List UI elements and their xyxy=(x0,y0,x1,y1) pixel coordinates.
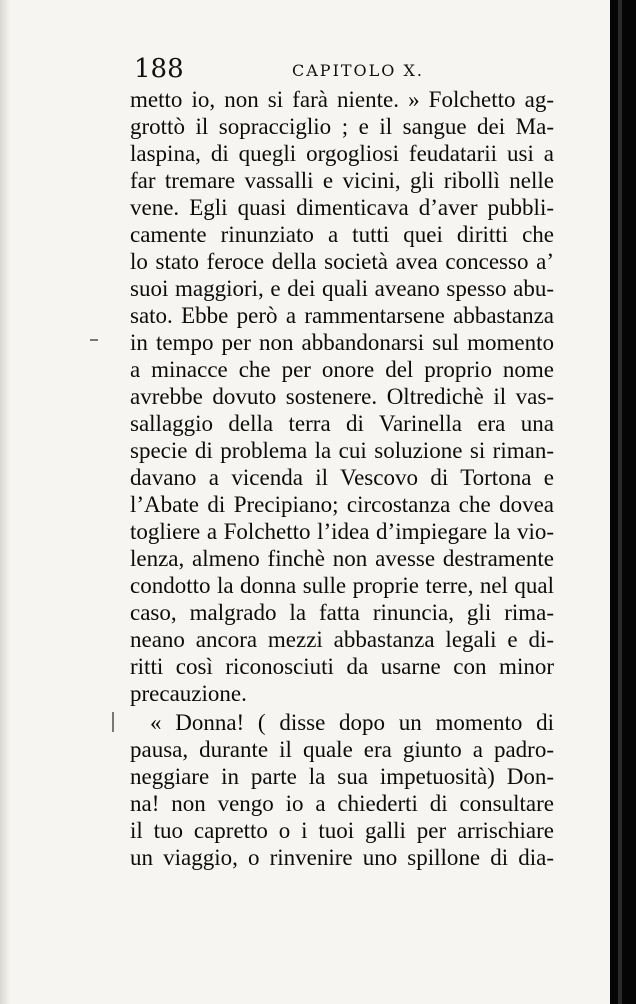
text-line: na! non vengo io a chiederti di consultare xyxy=(130,791,554,816)
page-gutter-shadow xyxy=(0,0,10,1004)
text-line: l’Abate di Precipiano; circostanza che dovea xyxy=(130,492,554,517)
text-line: metto io, non si farà niente. » Folchetto ag- xyxy=(130,87,554,112)
text-line: neggiare in parte la sua impetuosità) Don- xyxy=(130,764,554,789)
text-line: lo stato feroce della società avea concesso a’ xyxy=(130,249,554,274)
scan-edge-line xyxy=(618,0,622,1004)
text-line: vene. Egli quasi dimenticava d’aver pubbli- xyxy=(130,195,554,220)
text-line: togliere a Folchetto l’idea d’impiegare la vio- xyxy=(130,519,554,544)
body-text xyxy=(130,86,554,871)
text-line: « Donna! ( disse dopo un momento di xyxy=(150,710,554,735)
text-line: caso, malgrado la fatta rinuncia, gli rima- xyxy=(130,600,554,625)
text-line: far tremare vassalli e vicini, gli ribollì nelle xyxy=(130,168,554,193)
text-line: lenza, almeno finchè non avesse destramente xyxy=(130,546,554,571)
text-line: sato. Ebbe però a rammentarsene abbastanza xyxy=(130,303,554,328)
text-line: avrebbe dovuto sostenere. Oltredichè il vas- xyxy=(130,384,554,409)
paragraph xyxy=(130,709,554,871)
text-line: laspina, di quegli orgogliosi feudatarii usi a xyxy=(130,141,554,166)
text-line: il tuo capretto o i tuoi galli per arrischiare xyxy=(130,818,554,843)
chapter-title: CAPITOLO X. xyxy=(292,61,424,80)
text-line: a minacce che per onore del proprio nome xyxy=(130,357,554,382)
text-line: grottò il sopracciglio ; e il sangue dei Ma- xyxy=(130,114,554,139)
running-header xyxy=(132,52,562,86)
text-line: in tempo per non abbandonarsi sul momento xyxy=(130,330,554,355)
text-line: camente rinunziato a tutti quei diritti che xyxy=(130,222,554,247)
text-line: condotto la donna sulle proprie terre, nel qual xyxy=(130,573,554,598)
text-line: suoi maggiori, e dei quali aveano spesso abu- xyxy=(130,276,554,301)
text-line: ritti così riconosciuti da usarne con minor xyxy=(130,654,554,679)
page-number: 188 xyxy=(134,54,184,84)
margin-mark xyxy=(112,712,114,732)
text-line: neano ancora mezzi abbastanza legali e di- xyxy=(130,627,554,652)
text-line: specie di problema la cui soluzione si riman- xyxy=(130,438,554,463)
text-line: un viaggio, o rinvenire uno spillone di dia- xyxy=(130,845,554,870)
text-line: precauzione. xyxy=(130,681,247,706)
scan-edge-strip xyxy=(610,0,636,1004)
paragraph xyxy=(130,86,554,707)
margin-mark xyxy=(90,339,98,341)
text-line: sallaggio della terra di Varinella era una xyxy=(130,411,554,436)
text-line: pausa, durante il quale era giunto a padro- xyxy=(130,737,554,762)
text-line: davano a vicenda il Vescovo di Tortona e xyxy=(130,465,554,490)
